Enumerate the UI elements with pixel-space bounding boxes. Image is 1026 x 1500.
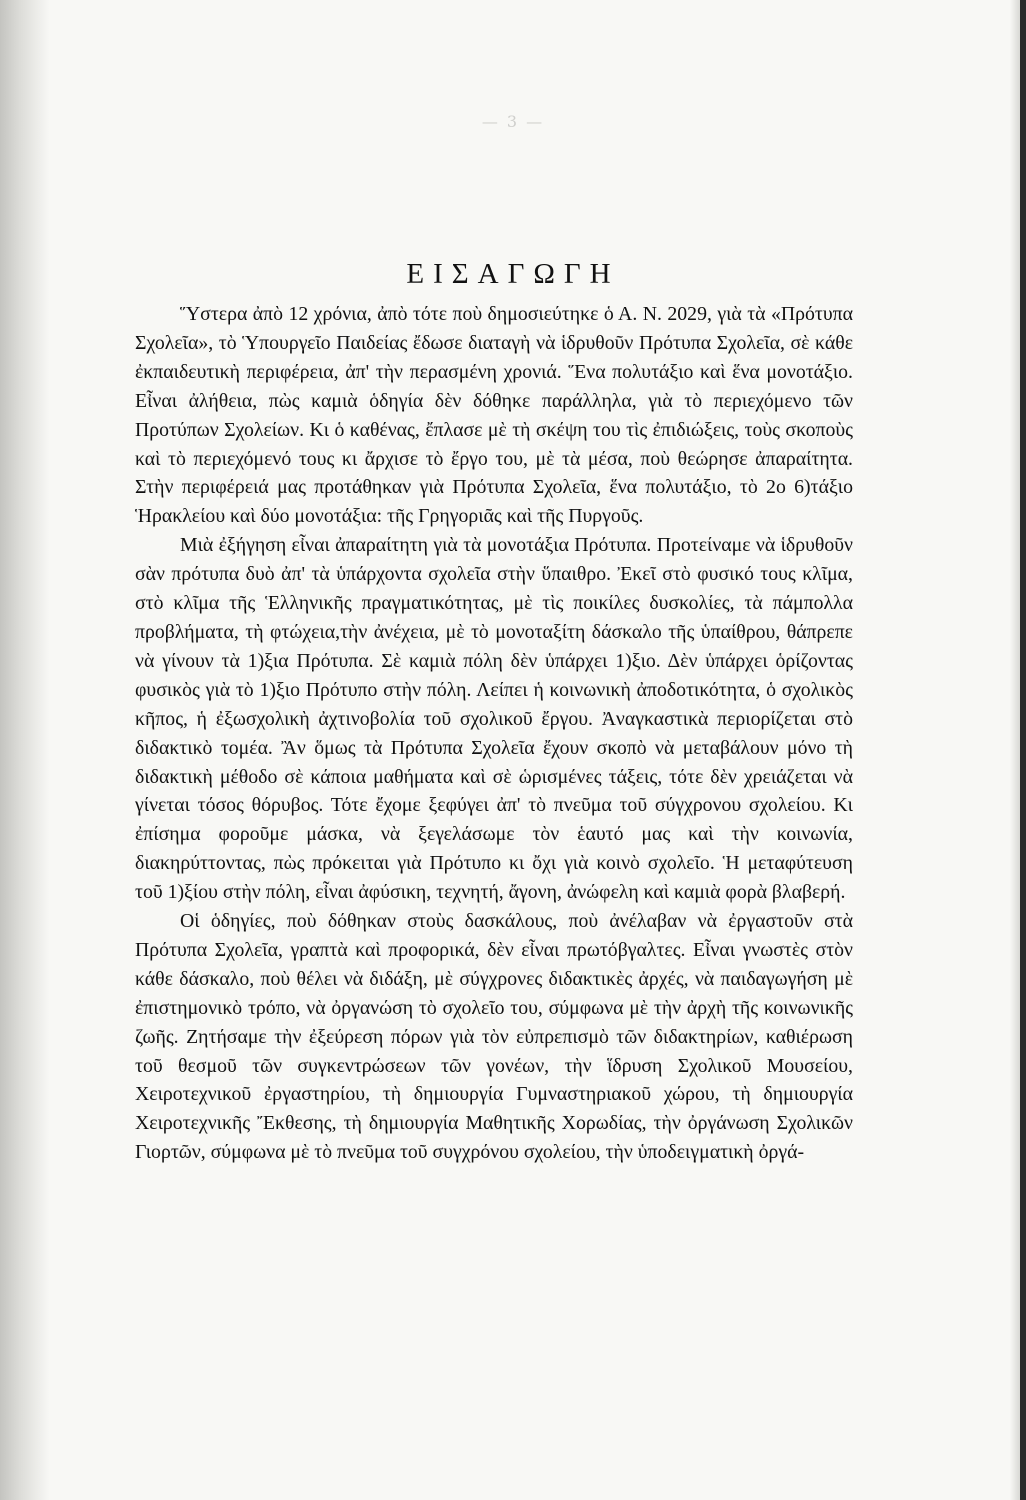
paragraph-3: Οἱ ὁδηγίες, ποὺ δόθηκαν στοὺς δασκάλους, ποὺ ἀνέλαβαν νὰ ἐργαστοῦν στὰ Πρότυπα Σχολεῖα, γραπτὰ καὶ προφορικά, δὲν εἶναι πρωτόβγαλτες. Εἶναι γνωστὲς στὸν κάθε δάσκαλο, ποὺ θέλει νὰ διδάξη, μὲ σύγχρονες διδακτικὲς ἀρχές, νὰ παιδαγωγήση μὲ ἐπιστημονικὸ τρόπο, νὰ ὀργανώση τὸ σχολεῖο του, σύμφωνα μὲ τὴν ἀρχὴ τῆς κοινωνικῆς ζωῆς. Ζητήσαμε τὴν ἐξεύρεση πόρων γιὰ τὸν εὐπρεπισμὸ τῶν διδακτηρίων, καθιέρωση τοῦ θεσμοῦ τῶν συγκεντρώσεων τῶν γονέων, τὴν ἵδρυση Σχολικοῦ Μουσείου, Χειροτεχνικοῦ ἐργαστηρίου, τὴ δημιουργία Γυμναστηριακοῦ χώρου, τὴ δημιουργία Χειροτεχνικῆς Ἔκθεσης, τὴ δημιουργία Μαθητικῆς Χορωδίας, τὴν ὀργάνωση Σχολικῶν Γιορτῶν, σύμφωνα μὲ τὸ πνεῦμα τοῦ συγχρόνου σχολείου, τὴν ὑποδειγματικὴ ὀργά- [135, 910, 853, 1164]
paragraph-1: Ὕστερα ἀπὸ 12 χρόνια, ἀπὸ τότε ποὺ δημοσιεύτηκε ὁ Α. Ν. 2029, γιὰ τὰ «Πρότυπα Σχολεῖα», τὸ Ὑπουργεῖο Παιδείας ἔδωσε διαταγὴ νὰ ἱδρυθοῦν Πρότυπα Σχολεῖα, σὲ κάθε ἐκπαιδευτικὴ περιφέρεια, ἀπ' τὴν περασμένη χρονιά. Ἕνα πολυτάξιο καὶ ἕνα μονοτάξιο. Εἶναι ἀλήθεια, πὼς καμιὰ ὁδηγία δὲν δόθηκε παράλληλα, γιὰ τὸ περιεχόμενο τῶν Προτύπων Σχολείων. Κι ὁ καθένας, ἔπλασε μὲ τὴ σκέψη του τὶς ἐπιδιώξεις, τοὺς σκοποὺς καὶ τὸ περιεχόμενό τους κι ἄρχισε τὸ ἔργο του, μὲ τὰ μέσα, ποὺ θεώρησε ἀπαραίτητα. Στὴν περιφέρειά μας προτάθηκαν γιὰ Πρότυπα Σχολεῖα, ἕνα πολυτάξιο, τὸ 2ο 6)τάξιο Ἡρακλείου καὶ δύο μονοτάξια: τῆς Γρηγοριᾶς καὶ τῆς Πυργοῦς. [135, 303, 853, 528]
page-title: ΕΙΣΑΓΩΓΗ [406, 258, 620, 290]
page-edge-shadow [1010, 0, 1020, 1500]
paragraph-2: Μιὰ ἐξήγηση εἶναι ἀπαραίτητη γιὰ τὰ μονοτάξια Πρότυπα. Προτείναμε νὰ ἱδρυθοῦν σὰν πρότυπα δυὸ ἀπ' τὰ ὑπάρχοντα σχολεῖα στὴν ὕπαιθρο. Ἐκεῖ στὸ φυσικό τους κλῖμα, στὸ κλῖμα τῆς Ἑλληνικῆς πραγματικότητας, μὲ τὶς ποικίλες δυσκολίες, τὰ πάμπολλα προβλήματα, τὴ φτώχεια,τὴν ἀνέχεια, μὲ τὸ μονοταξίτη δάσκαλο τῆς ὑπαίθρου, θάπρεπε νὰ γίνουν τὰ 1)ξια Πρότυπα. Σὲ καμιὰ πόλη δὲν ὑπάρχει 1)ξιο. Δὲν ὑπάρχει ὁρίζοντας φυσικὸς γιὰ τὸ 1)ξιο Πρότυπο στὴν πόλη. Λείπει ἡ κοινωνικὴ ἀποδοτικότητα, ὁ σχολικὸς κῆπος, ἡ ἐξωσχολικὴ ἀχτινοβολία τοῦ σχολικοῦ ἔργου. Ἀναγκαστικὰ περιορίζεται στὸ διδακτικὸ τομέα. Ἂν ὅμως τὰ Πρότυπα Σχολεῖα ἔχουν σκοπὸ νὰ μεταβάλουν μόνο τὴ διδακτικὴ μέθοδο σὲ κάποια μαθήματα καὶ σὲ ὡρισμένες τάξεις, τότε δὲν χρειάζεται νὰ γίνεται τόσος θόρυβος. Τότε ἔχομε ξεφύγει ἀπ' τὸ πνεῦμα τοῦ σύγχρονου σχολείου. Κι ἐπίσημα φοροῦμε μάσκα, νὰ ξεγελάσωμε τὸν ἑαυτό μας καὶ τὴν κοινωνία, διακηρύττοντας, πὼς πρόκειται γιὰ Πρότυπο κι ὄχι γιὰ κοινὸ σχολεῖο. Ἡ μεταφύτευση τοῦ 1)ξίου στὴν πόλη, εἶναι ἀφύσικη, τεχνητή, ἄγονη, ἀνώφελη καὶ καμιὰ φορὰ βλαβερή. [135, 534, 853, 904]
binding-shadow [0, 0, 50, 1500]
body-text [135, 300, 853, 1167]
page-number: — 3 — [481, 112, 545, 131]
page-edge [1020, 0, 1026, 1500]
